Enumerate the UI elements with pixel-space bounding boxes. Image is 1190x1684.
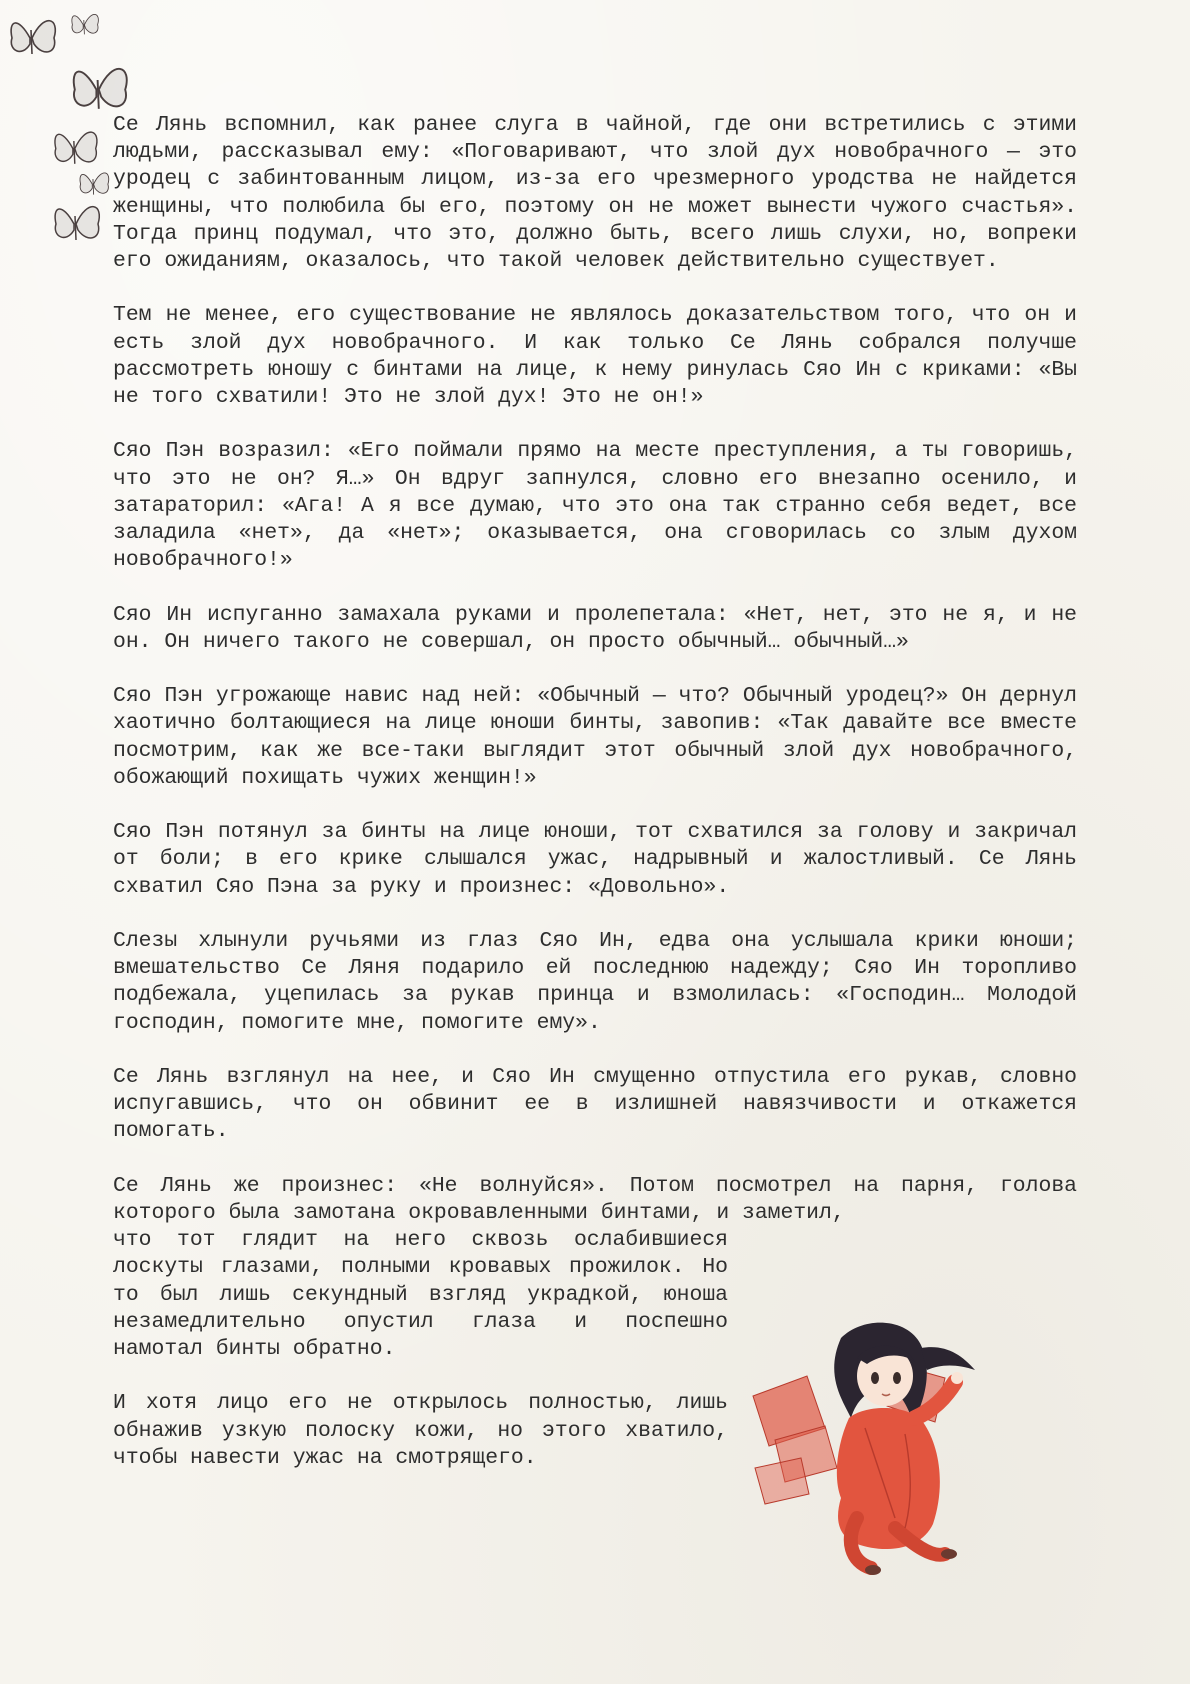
paragraph: Тем не менее, его существование не являлось доказательством того, что он и есть злой дух новобрачного. И как только Се Лянь собрался получше рассмотреть юношу с бинтами на лице, к нему ринулась Сяо Ин с криками: «Вы не того схватили! Это не злой дух! Это не он!» <box>113 303 1077 410</box>
chibi-figure-illustration <box>745 1318 985 1578</box>
paragraph: И хотя лицо его не открылось полностью, лишь обнажив узкую полоску кожи, но этого хватило, чтобы навести ужас на смотрящего. <box>113 1391 728 1470</box>
butterfly-icon <box>74 69 127 109</box>
paragraph: Сяо Пэн возразил: «Его поймали прямо на месте преступления, а ты говоришь, что это не он? Я…» Он вдруг запнулся, словно его внезапно осенило, и затараторил: «Ага! А я все думаю, что это она так странно себя ведет, все заладила «нет», да «нет»; оказывается, она сговорилась со злым духом новобрачного!» <box>113 439 1077 573</box>
text-column <box>113 112 1077 1499</box>
paragraph-narrow-part: что тот глядит на него сквозь ослабившиеся лоскуты глазами, полными кровавых прожилок. Но то был лишь секундный взгляд украдкой, юноша незамедлительно опустил глаза и поспешно намотал бинты обратно. <box>113 1228 728 1362</box>
paragraph-wide-part: Се Лянь же произнес: «Не волнуйся». Потом посмотрел на парня, голова которого была замотана окровавленными бинтами, и заметил, <box>113 1173 1077 1225</box>
paragraph: Слезы хлынули ручьями из глаз Сяо Ин, едва она услышала крики юноши; вмешательство Се Ляня подарило ей последнюю надежду; Сяо Ин торопливо подбежала, уцепилась за рукав принца и взмолилась: «Господин… Молодой господин, помогите мне, помогите ему». <box>113 929 1077 1035</box>
butterfly-icon <box>55 207 99 240</box>
paragraph: Се Лянь взглянул на нее, и Сяо Ин смущенно отпустила его рукав, словно испугавшись, что он обвинит ее в излишней навязчивости и откажется помогать. <box>113 1065 1077 1144</box>
butterfly-icon <box>80 173 109 195</box>
paragraph: Сяо Пэн потянул за бинты на лице юноши, тот схватился за голову и закричал от боли; в его крике слышался ужас, надрывный и жалостливый. Се Лянь схватил Сяо Пэна за руку и произнес: «Довольно». <box>113 820 1077 899</box>
paragraph: Сяо Ин испуганно замахала руками и пролепетала: «Нет, нет, это не я, и не он. Он ничего такого не совершал, он просто обычный… обычный…» <box>113 602 1077 654</box>
paragraph: Се Лянь вспомнил, как ранее слуга в чайной, где они встретились с этими людьми, рассказывал ему: «Поговаривают, что злой дух новобрачного — это уродец с забинтованным лицом, из-за его чрезмерного уродства не найдется женщины, что полюбила бы его, поэтому он не может вынести чужого счастья». Тогда принц подумал, что это, должно быть, всего лишь слухи, но, вопреки его ожиданиям, оказалось, что такой человек действительно существует. <box>113 113 1077 274</box>
butterfly-icon <box>72 14 99 34</box>
hair-strand-shape <box>921 1347 975 1370</box>
butterfly-icon <box>11 21 55 54</box>
butterfly-icon <box>55 132 97 164</box>
paragraph: Сяо Пэн угрожающе навис над ней: «Обычный — что? Обычный уродец?» Он дернул хаотично болтающиеся на лице юноши бинты, завопив: «Так давайте все вместе посмотрим, как же все-таки выглядит этот обычный злой дух новобрачного, обожающий похищать чужих женщин!» <box>113 684 1077 790</box>
